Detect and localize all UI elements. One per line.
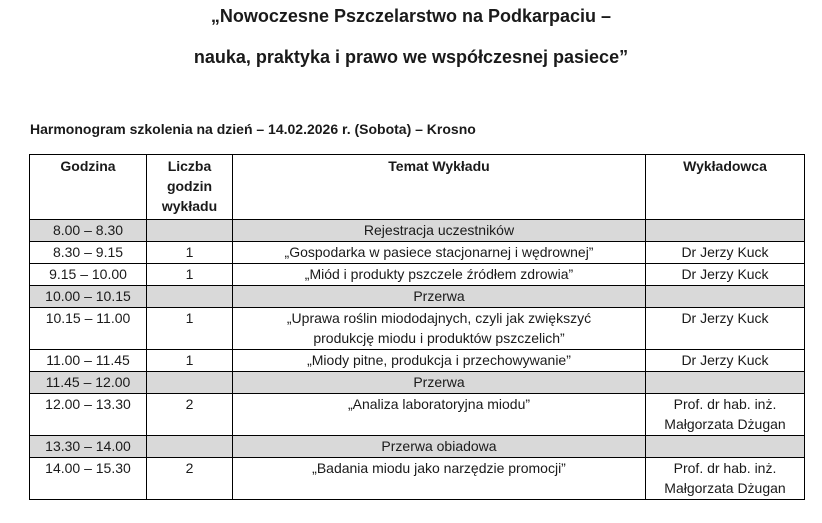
document-title-line-1: „Nowoczesne Pszczelarstwo na Podkarpaciu – bbox=[210, 6, 612, 26]
cell-topic: Przerwa bbox=[233, 372, 646, 394]
cell-lecturer: Dr Jerzy Kuck bbox=[646, 242, 805, 264]
cell-time: 12.00 – 13.30 bbox=[30, 394, 147, 436]
cell-lecturer: Dr Jerzy Kuck bbox=[646, 350, 805, 372]
document-title-line-2: nauka, praktyka i prawo we współczesnej pasiece” bbox=[193, 47, 629, 67]
table-row bbox=[30, 286, 805, 308]
cell-time: 11.00 – 11.45 bbox=[30, 350, 147, 372]
cell-lecturer-line-1: Prof. dr hab. inż. bbox=[673, 396, 777, 412]
cell-topic: „Gospodarka w pasiece stacjonarnej i wędrownej” bbox=[233, 242, 646, 264]
cell-hours: 1 bbox=[147, 350, 233, 372]
cell-topic: Przerwa obiadowa bbox=[233, 436, 646, 458]
cell-time: 13.30 – 14.00 bbox=[30, 436, 147, 458]
header-time: Godzina bbox=[30, 155, 147, 220]
table-row bbox=[30, 394, 805, 436]
cell-topic: Przerwa bbox=[233, 286, 646, 308]
cell-lecturer bbox=[646, 372, 805, 394]
header-topic: Temat Wykładu bbox=[233, 155, 646, 220]
cell-hours bbox=[147, 220, 233, 242]
cell-topic: „Miód i produkty pszczele źródłem zdrowia” bbox=[233, 264, 646, 286]
cell-lecturer: Dr Jerzy Kuck bbox=[646, 308, 805, 350]
cell-time: 14.00 – 15.30 bbox=[30, 458, 147, 500]
cell-lecturer-line-2: Małgorzata Dżugan bbox=[664, 480, 786, 496]
cell-topic: „Badania miodu jako narzędzie promocji” bbox=[233, 458, 646, 500]
cell-time: 8.00 – 8.30 bbox=[30, 220, 147, 242]
cell-hours: 1 bbox=[147, 308, 233, 350]
table-row bbox=[30, 220, 805, 242]
cell-topic-line-2: produkcję miodu i produktów pszczelich” bbox=[313, 330, 565, 346]
cell-lecturer bbox=[646, 394, 805, 436]
table-row bbox=[30, 242, 805, 264]
cell-lecturer: Dr Jerzy Kuck bbox=[646, 264, 805, 286]
cell-lecturer-line-1: Prof. dr hab. inż. bbox=[673, 460, 777, 476]
cell-lecturer bbox=[646, 436, 805, 458]
cell-lecturer bbox=[646, 220, 805, 242]
cell-topic bbox=[233, 308, 646, 350]
cell-time: 10.15 – 11.00 bbox=[30, 308, 147, 350]
table-row bbox=[30, 308, 805, 350]
cell-topic: „Miody pitne, produkcja i przechowywanie” bbox=[233, 350, 646, 372]
cell-hours: 1 bbox=[147, 242, 233, 264]
header-lecturer: Wykładowca bbox=[646, 155, 805, 220]
cell-hours: 2 bbox=[147, 394, 233, 436]
table-row bbox=[30, 264, 805, 286]
cell-time: 8.30 – 9.15 bbox=[30, 242, 147, 264]
header-hours: Liczba godzin wykładu bbox=[147, 155, 233, 220]
cell-lecturer-line-2: Małgorzata Dżugan bbox=[664, 416, 786, 432]
schedule-subtitle: Harmonogram szkolenia na dzień – 14.02.2026 r. (Sobota) – Krosno bbox=[30, 121, 476, 137]
cell-hours bbox=[147, 372, 233, 394]
schedule-table bbox=[29, 154, 805, 500]
cell-time: 11.45 – 12.00 bbox=[30, 372, 147, 394]
cell-hours: 1 bbox=[147, 264, 233, 286]
table-row bbox=[30, 350, 805, 372]
cell-time: 10.00 – 10.15 bbox=[30, 286, 147, 308]
table-row bbox=[30, 372, 805, 394]
cell-topic: Rejestracja uczestników bbox=[233, 220, 646, 242]
cell-topic: „Analiza laboratoryjna miodu” bbox=[233, 394, 646, 436]
table-row bbox=[30, 436, 805, 458]
cell-lecturer bbox=[646, 458, 805, 500]
table-row bbox=[30, 458, 805, 500]
cell-hours: 2 bbox=[147, 458, 233, 500]
cell-time: 9.15 – 10.00 bbox=[30, 264, 147, 286]
table-header-row bbox=[30, 155, 805, 220]
cell-hours bbox=[147, 436, 233, 458]
cell-topic-line-1: „Uprawa roślin miododajnych, czyli jak zwiększyć bbox=[286, 310, 592, 326]
cell-lecturer bbox=[646, 286, 805, 308]
cell-hours bbox=[147, 286, 233, 308]
